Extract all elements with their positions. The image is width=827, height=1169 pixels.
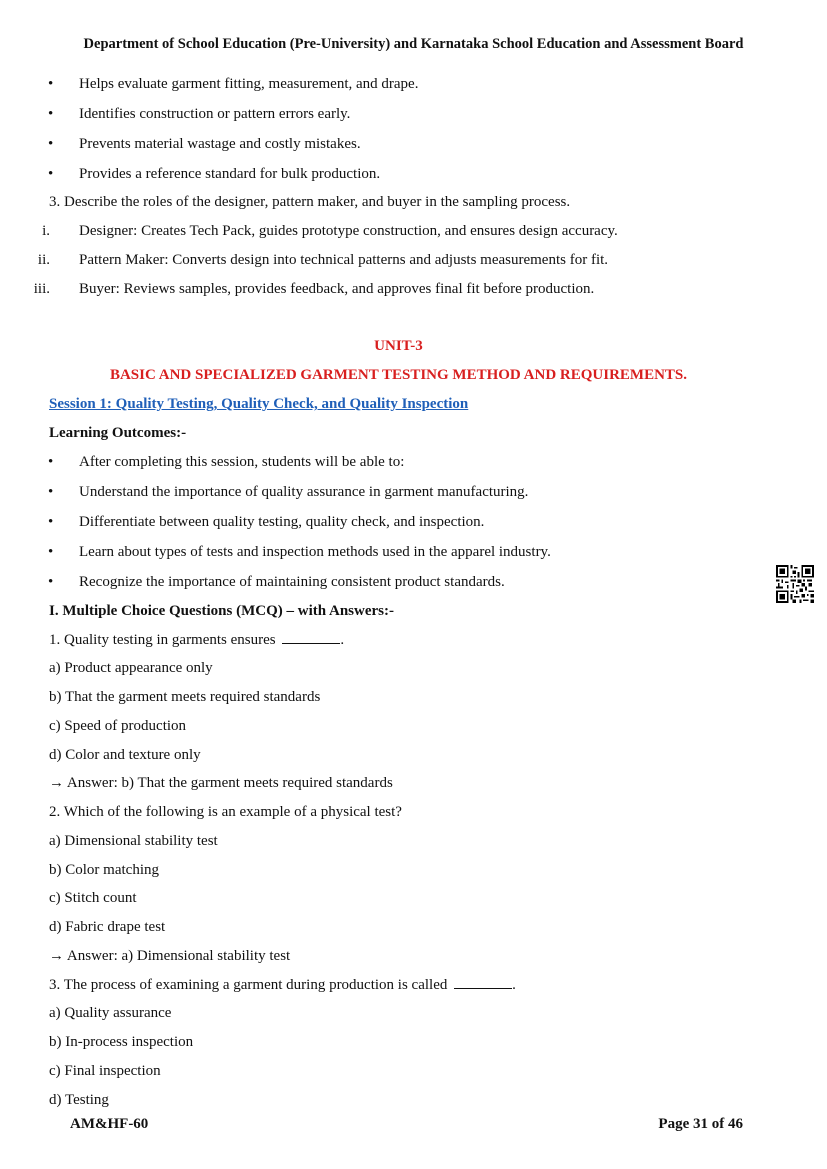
- question-text: 1. Quality testing in garments ensures: [49, 632, 276, 648]
- bullet-icon: •: [48, 514, 54, 530]
- qr-code-icon: [776, 565, 814, 603]
- question-text: 3. The process of examining a garment during production is called: [49, 977, 448, 993]
- list-item: Identifies construction or pattern errors early.: [79, 106, 351, 122]
- footer-code: AM&HF-60: [70, 1116, 149, 1132]
- unit-number: UNIT-3: [374, 338, 423, 354]
- list-item: Buyer: Reviews samples, provides feedback, and approves final fit before production.: [79, 281, 595, 297]
- list-item: Understand the importance of quality assurance in garment manufacturing.: [79, 484, 529, 500]
- bullet-icon: •: [48, 136, 54, 152]
- mcq-question-2: 2. Which of the following is an example of a physical test?: [49, 804, 402, 820]
- bullet-icon: •: [48, 484, 54, 500]
- unit-title: BASIC AND SPECIALIZED GARMENT TESTING METHOD AND REQUIREMENTS.: [109, 367, 688, 383]
- mcq-answer: → Answer: b) That the garment meets required standards: [49, 775, 393, 791]
- roman-numeral: iii.: [33, 281, 50, 297]
- mcq-option: c) Stitch count: [49, 890, 137, 906]
- list-item: Learn about types of tests and inspection methods used in the apparel industry.: [79, 544, 551, 560]
- question-end: .: [512, 977, 516, 993]
- question-end: .: [340, 632, 345, 648]
- mcq-option: a) Quality assurance: [49, 1005, 172, 1021]
- answer-blank: [454, 988, 512, 989]
- mcq-option: b) That the garment meets required standards: [49, 689, 321, 705]
- bullet-icon: •: [48, 106, 54, 122]
- mcq-option: a) Product appearance only: [49, 660, 213, 676]
- session-title-link[interactable]: Session 1: Quality Testing, Quality Check, and Quality Inspection: [49, 396, 469, 412]
- roman-numeral: ii.: [37, 252, 50, 268]
- bullet-icon: •: [48, 454, 54, 470]
- list-item: Provides a reference standard for bulk production.: [79, 166, 381, 182]
- list-item: Designer: Creates Tech Pack, guides prototype construction, and ensures design accuracy.: [79, 223, 618, 239]
- mcq-option: b) Color matching: [49, 862, 159, 878]
- mcq-question-1: [49, 631, 344, 649]
- mcq-answer: → Answer: a) Dimensional stability test: [49, 948, 291, 964]
- list-item: Prevents material wastage and costly mistakes.: [79, 136, 361, 152]
- bullet-icon: •: [48, 574, 54, 590]
- list-item: Pattern Maker: Converts design into technical patterns and adjusts measurements for fit.: [79, 252, 609, 268]
- learning-outcomes-heading: Learning Outcomes:-: [49, 425, 187, 441]
- list-item: Helps evaluate garment fitting, measurement, and drape.: [79, 76, 419, 92]
- question-text: 3. Describe the roles of the designer, pattern maker, and buyer in the sampling process.: [49, 194, 571, 210]
- list-item: Differentiate between quality testing, quality check, and inspection.: [79, 514, 485, 530]
- answer-blank: [282, 643, 340, 644]
- mcq-option: c) Speed of production: [49, 718, 187, 734]
- mcq-option: b) In-process inspection: [49, 1034, 194, 1050]
- page-number: Page 31 of 46: [658, 1116, 743, 1132]
- mcq-option: c) Final inspection: [49, 1063, 161, 1079]
- mcq-heading: I. Multiple Choice Questions (MCQ) – with Answers:-: [49, 603, 394, 619]
- mcq-option: d) Fabric drape test: [49, 919, 166, 935]
- mcq-question-3: [49, 976, 516, 994]
- list-item: Recognize the importance of maintaining consistent product standards.: [79, 574, 505, 590]
- bullet-icon: •: [48, 544, 54, 560]
- mcq-option: a) Dimensional stability test: [49, 833, 218, 849]
- mcq-option: d) Color and texture only: [49, 747, 201, 763]
- mcq-option: d) Testing: [49, 1092, 109, 1108]
- page-header: Department of School Education (Pre-University) and Karnataka School Education and Assessment Board: [83, 36, 744, 52]
- roman-numeral: i.: [42, 223, 50, 239]
- bullet-icon: •: [48, 76, 54, 92]
- bullet-icon: •: [48, 166, 54, 182]
- list-item: After completing this session, students will be able to:: [79, 454, 405, 470]
